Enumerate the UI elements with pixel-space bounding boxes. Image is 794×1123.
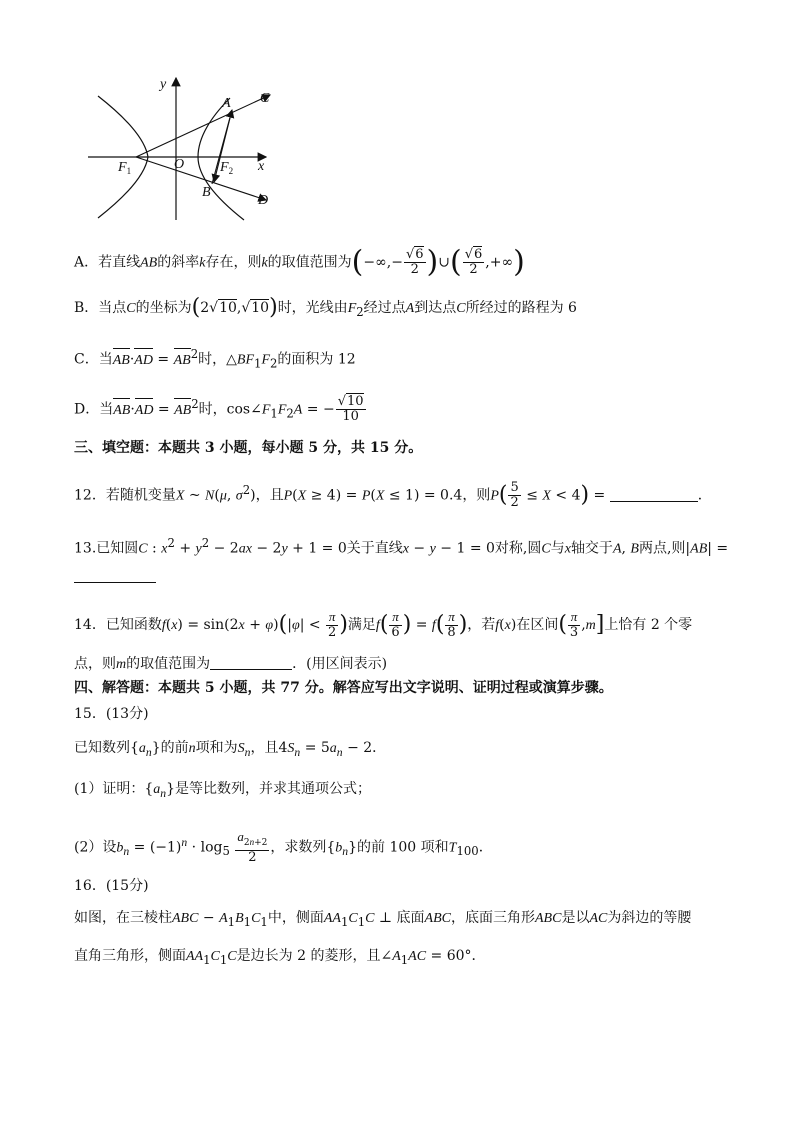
- hyperbola-right-branch: [198, 98, 244, 220]
- label-a: A: [222, 96, 231, 111]
- question-15-stem: 已知数列$\{a_n\}$的前n项和为$S_n$，且$4S_n = 5a_n - 2$．: [74, 740, 387, 759]
- question-13: 13.已知圆C : $x^2 + y^2 - 2ax - 2y + 1 = 0$关于直线x − y − 1 = 0对称,圆C与x轴交于A, B两点,则|AB| =: [74, 536, 729, 557]
- hyperbola-figure: [80, 70, 280, 230]
- label-d: D: [258, 193, 269, 208]
- question-16-line2: 直角三角形，侧面$AA_1C_1C$是边长为 2 的菱形，且$\angle A_1AC = 60^\circ$．: [74, 948, 486, 967]
- question-14-answer-blank[interactable]: [210, 669, 292, 670]
- option-a: A．若直线AB的斜率k存在，则k的取值范围为(−∞,− $\frac{√6}{2}$ )∪( $\frac{√6}{2}$ ,+∞): [74, 244, 525, 280]
- label-x: x: [258, 159, 265, 174]
- label-b: B: [202, 185, 211, 200]
- question-15-header: 15．(13分): [74, 706, 149, 722]
- label-f1: $F_1$: [118, 160, 132, 176]
- question-12: 12．若随机变量X ~ N(μ, $\sigma^2$)，且P(X ≥ 4) = P(X ≤ 1) = 0.4，则P( $\frac{5}{2}$ ≤ X < 4) = ．: [74, 480, 712, 511]
- question-14-line2: 点，则m的取值范围为 ．(用区间表示): [74, 656, 388, 672]
- section-4-title: 四、解答题：本题共 5 小题，共 77 分。解答应写出文字说明、证明过程或演算步骤。: [74, 680, 613, 696]
- question-16-header: 16．(15分): [74, 878, 149, 894]
- question-14: 14．已知函数f(x) = sin(2x + φ)(|φ| < $\frac{\pi}{2}$ )满足f( $\frac{\pi}{6}$ ) = f( $\frac{\pi}{8}$ )，若f(x)在区间( $\frac{\pi}{3}$ ,m]上恰有 2 个零: [74, 609, 693, 640]
- label-f2: $F_2$: [220, 160, 234, 176]
- label-y: y: [160, 77, 167, 92]
- question-16-line1: 如图，在三棱柱ABC − $A_1B_1C_1$中，侧面$AA_1C_1C$ ⊥ 底面ABC，底面三角形ABC是以AC为斜边的等腰: [74, 910, 692, 929]
- question-13-answer-blank[interactable]: [74, 582, 156, 583]
- option-d: D．当$AB\cdot AD = AB^2$时，$\cos\angle F_1F_2A$ = − $\frac{√10}{10}$: [74, 394, 364, 425]
- label-c: C: [260, 91, 270, 106]
- ray-f1-d: [136, 157, 266, 200]
- question-15-part-1: (1）证明：$\{a_n\}$是等比数列，并求其通项公式；: [74, 781, 372, 800]
- option-b: B．当点C的坐标为(2√10,√10)时，光线由$F_2$经过点A到达点C所经过的路程为 6: [74, 295, 577, 320]
- option-c: C．当$AB\cdot AD = AB^2$时，$\triangle BF_1F_2$的面积为 12: [74, 347, 356, 371]
- question-15-part-2: (2）设$b_n = (-1)^n \cdot \log_5$ $\frac{a_{2n+2}}{2}$ ，求数列$\{b_n\}$的前 100 项和$T_{100}$．: [74, 829, 493, 865]
- section-3-title: 三、填空题：本题共 3 小题，每小题 5 分，共 15 分。: [74, 440, 423, 456]
- label-o: O: [174, 157, 185, 172]
- ray-f1-c: [136, 95, 270, 157]
